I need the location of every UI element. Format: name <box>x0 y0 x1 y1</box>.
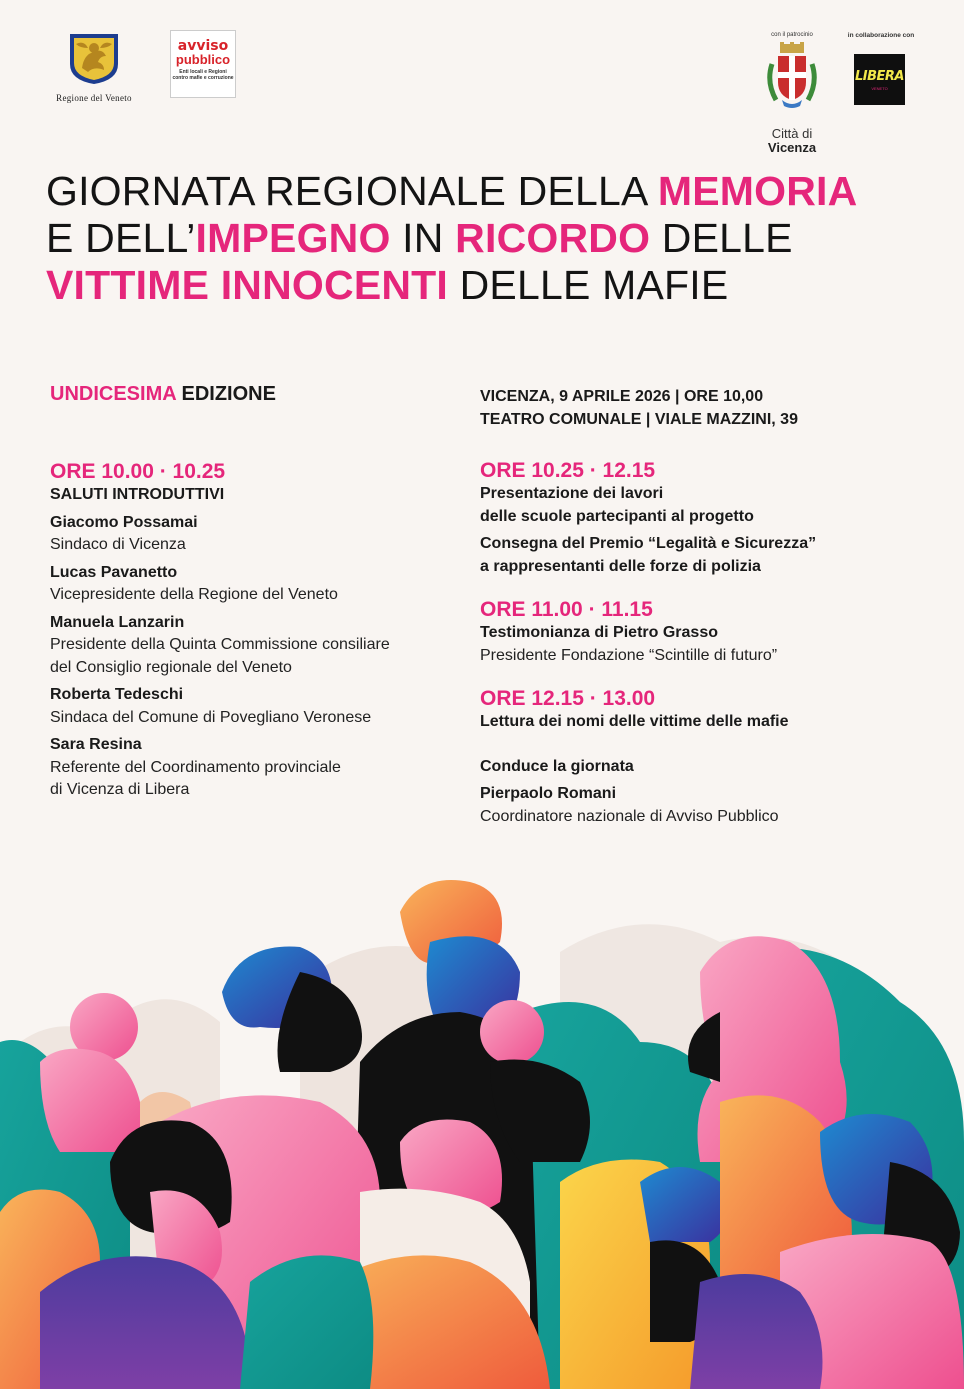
title-text: E DELL’ <box>46 215 196 261</box>
host-name: Pierpaolo Romani <box>480 785 617 802</box>
collaborazione-label: in collaborazione con <box>847 32 915 39</box>
crowd-illustration <box>0 862 964 1389</box>
title-line-2 <box>46 215 946 262</box>
edition-label <box>50 382 470 406</box>
page-title <box>46 168 946 309</box>
title-text: DELLE MAFIE <box>448 262 729 308</box>
title-line-3 <box>46 262 946 309</box>
regione-veneto-logo <box>44 30 144 103</box>
program-detail: Presidente Fondazione “Scintille di futuro” <box>480 646 778 664</box>
program-item: delle scuole partecipanti al progetto <box>480 507 754 525</box>
time-slot: ORE 10.25 · 12.15 <box>480 459 656 482</box>
speaker <box>50 684 470 729</box>
event-venue: TEATRO COMUNALE | VIALE MAZZINI, 39 <box>480 410 798 428</box>
title-highlight: RICORDO <box>455 215 651 261</box>
title-highlight: MEMORIA <box>657 168 858 214</box>
speaker-role: del Consiglio regionale del Veneto <box>50 658 292 676</box>
title-text: DELLE <box>650 215 793 261</box>
speaker-role: Sindaco di Vicenza <box>50 536 186 553</box>
program-item: a rappresentanti delle forze di polizia <box>480 557 761 575</box>
title-highlight: VITTIME INNOCENTI <box>46 262 449 308</box>
vicenza-crest-icon <box>764 42 820 120</box>
host-role: Coordinatore nazionale di Avviso Pubblico <box>480 807 779 825</box>
speaker-role: Vicepresidente della Regione del Veneto <box>50 586 338 603</box>
avviso-word: avviso <box>177 38 229 54</box>
host-label: Conduce la giornata <box>480 757 634 775</box>
speaker-role: Referente del Coordinamento provinciale <box>50 758 341 776</box>
time-slot: ORE 12.15 · 13.00 <box>480 687 656 710</box>
speaker-name: Manuela Lanzarin <box>50 613 185 631</box>
program-item: Consegna del Premio “Legalità e Sicurezza” <box>480 535 817 552</box>
title-highlight: IMPEGNO <box>195 215 391 261</box>
libera-sub: VENETO <box>871 86 888 91</box>
lion-crest-icon <box>64 30 124 86</box>
speaker-role: Presidente della Quinta Commissione consiliare <box>50 636 390 653</box>
speaker-role: Sindaca del Comune di Povegliano Veronese <box>50 708 372 726</box>
program-item: Lettura dei nomi delle vittime delle mafie <box>480 713 789 730</box>
vicenza-line2: Vicenza <box>767 140 817 155</box>
event-date-time: VICENZA, 9 APRILE 2026 | ORE 10,00 <box>480 388 764 405</box>
title-text: GIORNATA REGIONALE DELLA <box>46 168 658 214</box>
citta-vicenza-logo <box>752 42 832 155</box>
vicenza-line1: Città di <box>771 126 813 141</box>
program-right-column <box>480 382 920 828</box>
title-line-1 <box>46 168 946 215</box>
speaker <box>50 734 470 802</box>
section-heading: SALUTI INTRODUTTIVI <box>50 486 225 503</box>
speaker <box>50 512 470 557</box>
program-item: Presentazione dei lavori <box>480 485 664 502</box>
speaker <box>50 612 470 680</box>
speaker-role: di Vicenza di Libera <box>50 781 190 798</box>
program-left-column <box>50 382 470 802</box>
veneto-caption: Regione del Veneto <box>56 93 132 103</box>
avviso-tagline: Enti locali e Regioni contro mafie e corruzione <box>172 69 234 81</box>
edition-number: UNDICESIMA <box>50 383 176 405</box>
program-item: Testimonianza di Pietro Grasso <box>480 624 718 641</box>
patrocinio-label: con il patrocinio <box>771 32 813 38</box>
libera-word: LIBERA <box>855 69 904 84</box>
speaker <box>50 562 470 607</box>
pubblico-word: pubblico <box>175 52 231 67</box>
avviso-pubblico-logo <box>170 30 236 98</box>
time-slot: ORE 11.00 · 11.15 <box>480 598 653 621</box>
speaker-name: Lucas Pavanetto <box>50 563 178 581</box>
speaker-name: Roberta Tedeschi <box>50 686 184 703</box>
libera-logo <box>854 54 905 105</box>
title-text: IN <box>390 215 456 261</box>
time-slot: ORE 10.00 · 10.25 <box>50 460 226 483</box>
speaker-name: Sara Resina <box>50 736 142 753</box>
speaker-name: Giacomo Possamai <box>50 513 198 531</box>
edition-word: EDIZIONE <box>175 383 276 405</box>
